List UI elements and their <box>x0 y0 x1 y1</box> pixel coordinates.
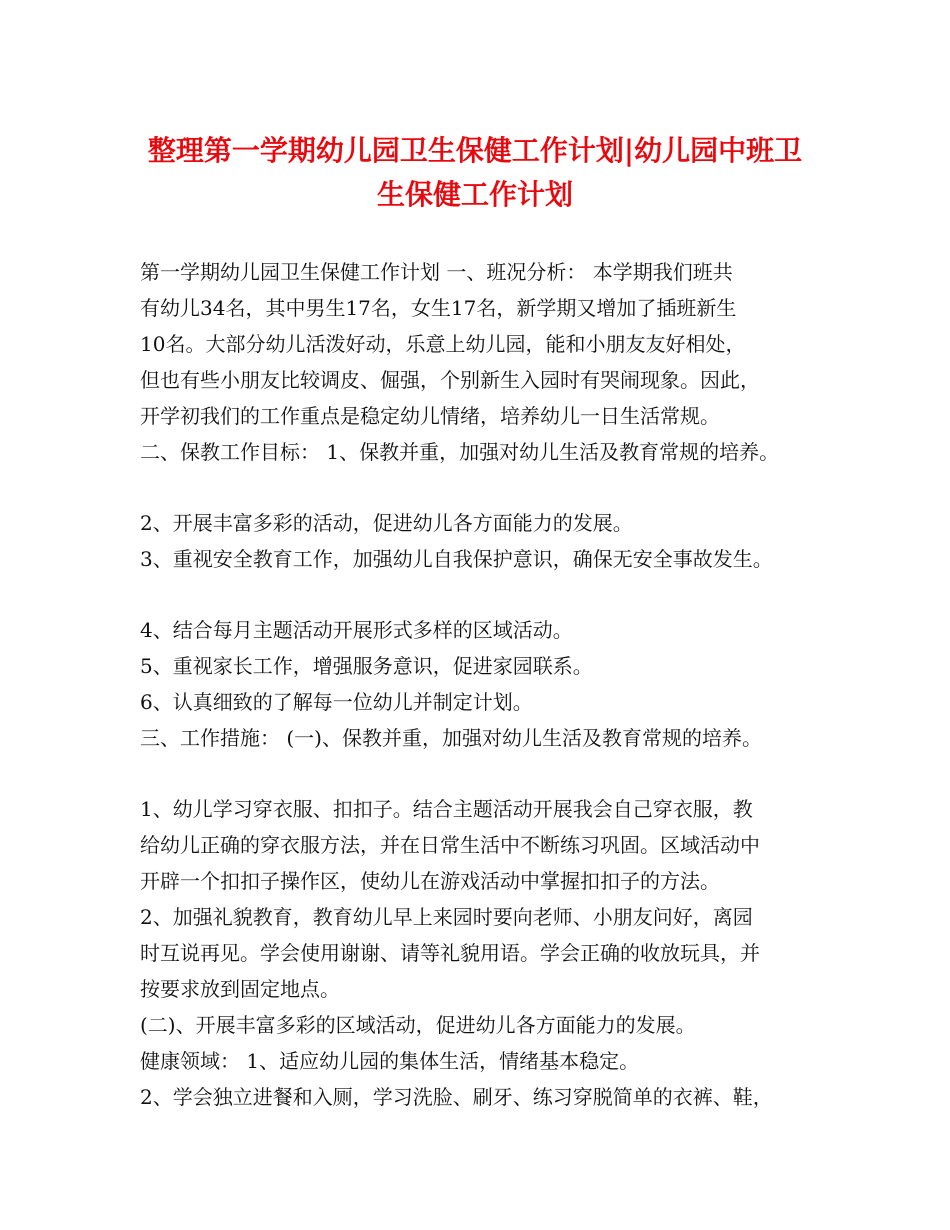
body-line: 健康领域： 1、适应幼儿园的集体生活，情绪基本稳定。 <box>140 1049 640 1073</box>
body-line: 但也有些小朋友比较调皮、倔强，个别新生入园时有哭闹现象。因此， <box>140 368 760 392</box>
body-line: 第一学期幼儿园卫生保健工作计划 一、班况分析： 本学期我们班共 <box>140 260 733 284</box>
body-line: 6、认真细致的了解每一位幼儿并制定计划。 <box>140 690 533 714</box>
body-line: 开辟一个扣扣子操作区，使幼儿在游戏活动中掌握扣扣子的方法。 <box>140 869 720 893</box>
document-title-line-1: 整理第一学期幼儿园卫生保健工作计划|幼儿园中班卫 <box>147 134 803 167</box>
body-line: 4、结合每月主题活动开展形式多样的区域活动。 <box>140 618 573 642</box>
body-line: 按要求放到固定地点。 <box>140 977 340 1001</box>
body-line: 2、学会独立进餐和入厕，学习洗脸、刷牙、练习穿脱简单的衣裤、鞋， <box>140 1085 773 1109</box>
body-line: 时互说再见。学会使用谢谢、请等礼貌用语。学会正确的收放玩具，并 <box>140 941 760 965</box>
body-line: 10名。大部分幼儿活泼好动，乐意上幼儿园，能和小朋友友好相处， <box>140 332 746 356</box>
body-line: 开学初我们的工作重点是稳定幼儿情绪，培养幼儿一日生活常规。 <box>140 404 720 428</box>
body-line: 2、加强礼貌教育，教育幼儿早上来园时要向老师、小朋友问好，离园 <box>140 905 753 929</box>
document-title-line-2: 生保健工作计划 <box>376 178 573 211</box>
body-line: (二)、开展丰富多彩的区域活动，促进幼儿各方面能力的发展。 <box>140 1013 696 1037</box>
body-line: 2、开展丰富多彩的活动，促进幼儿各方面能力的发展。 <box>140 511 633 535</box>
body-line: 给幼儿正确的穿衣服方法，并在日常生活中不断练习巩固。区域活动中 <box>140 833 760 857</box>
body-line: 5、重视家长工作，增强服务意识，促进家园联系。 <box>140 654 593 678</box>
body-line: 1、幼儿学习穿衣服、扣扣子。结合主题活动开展我会自己穿衣服，教 <box>140 797 753 821</box>
body-line: 3、重视安全教育工作，加强幼儿自我保护意识，确保无安全事故发生。 <box>140 547 773 571</box>
body-line: 三、工作措施： (一)、保教并重，加强对幼儿生活及教育常规的培养。 <box>140 726 762 750</box>
body-line: 二、保教工作目标： 1、保教并重，加强对幼儿生活及教育常规的培养。 <box>140 440 780 464</box>
body-line: 有幼儿34名，其中男生17名，女生17名，新学期又增加了插班新生 <box>140 296 737 320</box>
